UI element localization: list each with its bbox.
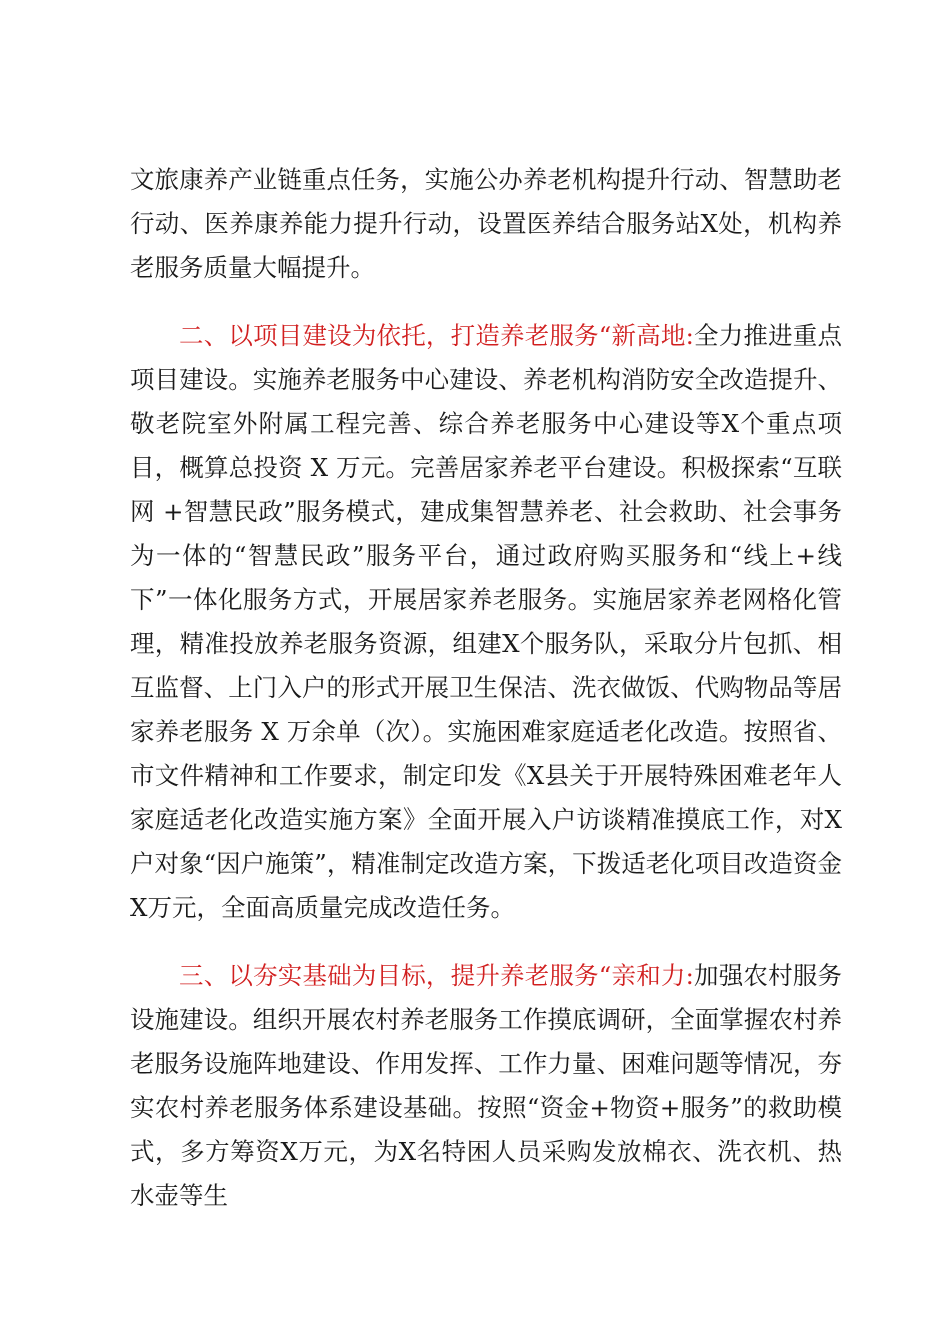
paragraph-2	[130, 314, 842, 930]
section-heading-2: 二、以项目建设为依托，打造养老服务“新高地:	[179, 321, 694, 350]
paragraph-2-body: 全力推进重点项目建设。实施养老服务中心建设、养老机构消防安全改造提升、敬老院室外附属工程完善、综合养老服务中心建设等X个重点项目，概算总投资 X 万元。完善居家养老平台建设。积极探索“互联网 +智慧民政”服务模式，建成集智慧养老、社会救助、社会事务为一体的“智慧民政”服务平台，通过政府购买服务和“线上+线下”一体化服务方式，开展居家养老服务。实施居家养老网格化管理，精准投放养老服务资源，组建X个服务队，采取分片包抓、相互监督、上门入户的形式开展卫生保洁、洗衣做饭、代购物品等居家养老服务 X 万余单（次）。实施困难家庭适老化改造。按照省、市文件精神和工作要求，制定印发《X县关于开展特殊困难老年人家庭适老化改造实施方案》全面开展入户访谈精准摸底工作，对X户对象“因户施策”，精准制定改造方案，下拨适老化项目改造资金X万元，全面高质量完成改造任务。	[130, 321, 843, 922]
paragraph-1-body: 文旅康养产业链重点任务，实施公办养老机构提升行动、智慧助老行动、医养康养能力提升行动，设置医养结合服务站X处，机构养老服务质量大幅提升。	[130, 165, 842, 282]
paragraph-3-body: 加强农村服务设施建设。组织开展农村养老服务工作摸底调研，全面掌握农村养老服务设施阵地建设、作用发挥、工作力量、困难问题等情况，夯实农村养老服务体系建设基础。按照“资金+物资+服务”的救助模式，多方筹资X万元，为X名特困人员采购发放棉衣、洗衣机、热水壶等生	[130, 961, 843, 1210]
paragraph-1	[130, 158, 842, 290]
paragraph-3	[130, 954, 842, 1218]
document-page	[130, 158, 842, 1218]
section-heading-3: 三、以夯实基础为目标，提升养老服务“亲和力:	[179, 961, 694, 990]
